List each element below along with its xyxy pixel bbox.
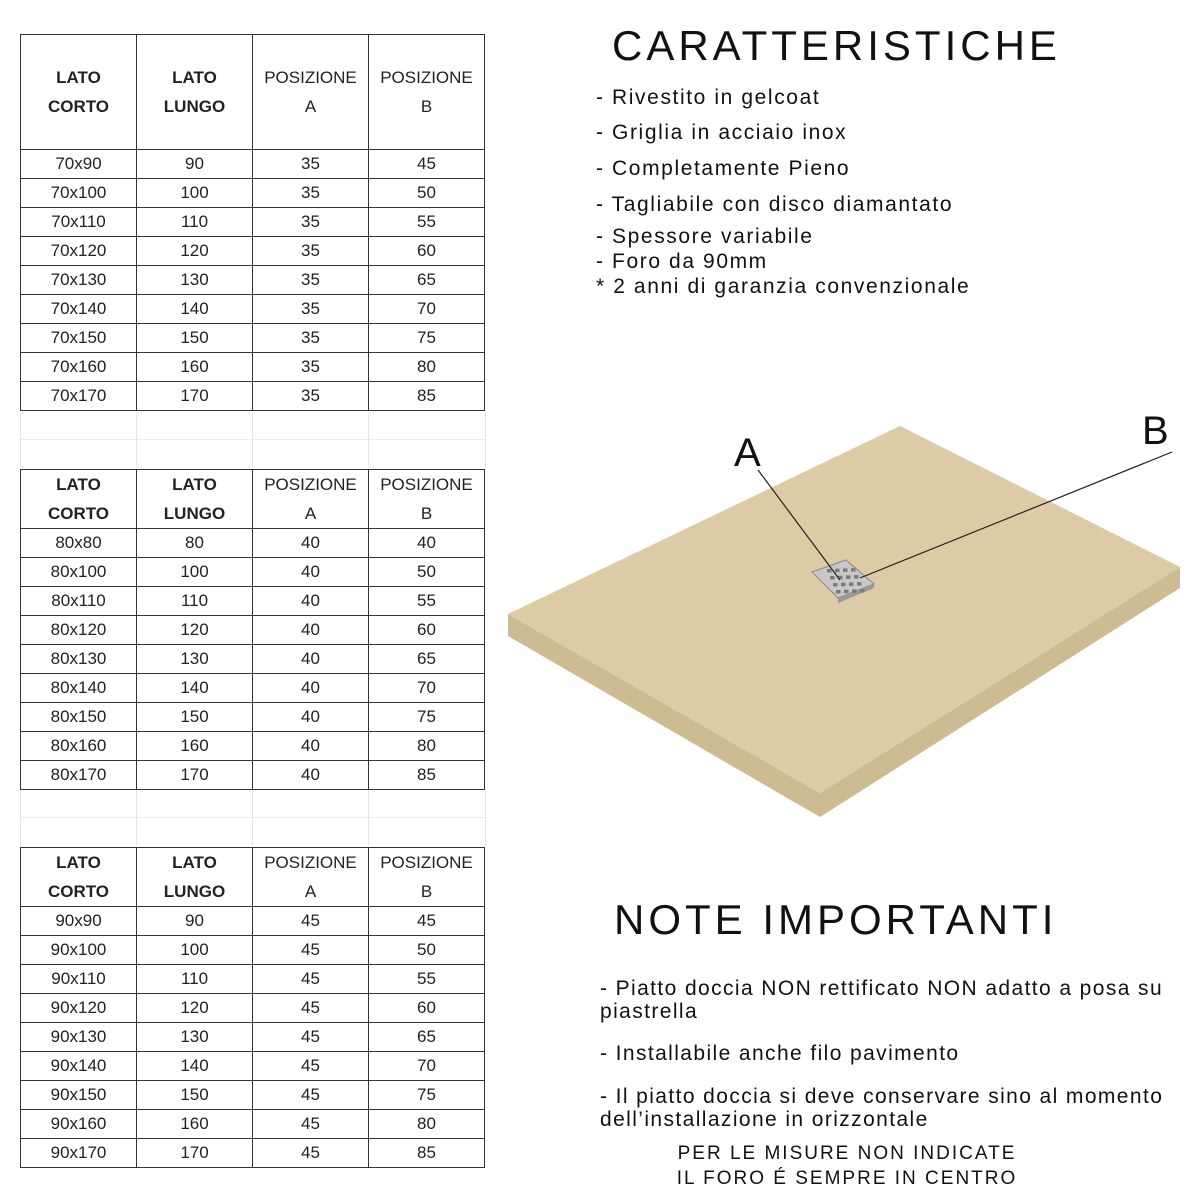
footer-note-line: PER LE MISURE NON INDICATE bbox=[677, 1143, 1017, 1164]
cell-posizione-a: 40 bbox=[253, 558, 369, 587]
grate-hole bbox=[849, 582, 854, 586]
cell-lato-corto: 70x90 bbox=[21, 150, 137, 179]
header-lato-corto: LATO CORTO bbox=[21, 848, 137, 907]
feature-item: - Completamente Pieno bbox=[596, 157, 851, 180]
cell-posizione-b: 80 bbox=[369, 353, 485, 382]
table-row bbox=[21, 1139, 485, 1168]
cell-lato-lungo: 140 bbox=[137, 1052, 253, 1081]
cell-lato-corto: 80x110 bbox=[21, 587, 137, 616]
cell-posizione-a: 35 bbox=[253, 353, 369, 382]
header-posizione-a: POSIZIONE A bbox=[253, 470, 369, 529]
cell-lato-lungo: 90 bbox=[137, 907, 253, 936]
cell-posizione-b: 65 bbox=[369, 266, 485, 295]
cell-posizione-b: 75 bbox=[369, 324, 485, 353]
note-item: - Il piatto doccia si deve conservare sino al momento dell’installazione in orizzontale bbox=[600, 1085, 1164, 1131]
cell-posizione-a: 45 bbox=[253, 994, 369, 1023]
table-header-row bbox=[21, 848, 485, 907]
cell-posizione-a: 40 bbox=[253, 703, 369, 732]
cell-lato-lungo: 100 bbox=[137, 936, 253, 965]
cell-lato-lungo: 170 bbox=[137, 761, 253, 790]
cell-lato-corto: 80x150 bbox=[21, 703, 137, 732]
feature-item: - Foro da 90mm bbox=[596, 250, 768, 273]
cell-lato-lungo: 130 bbox=[137, 266, 253, 295]
grate-hole bbox=[852, 589, 857, 593]
cell-lato-corto: 80x140 bbox=[21, 674, 137, 703]
grate-hole bbox=[851, 568, 856, 572]
cell-posizione-b: 55 bbox=[369, 208, 485, 237]
size-table-80 bbox=[20, 469, 485, 790]
cell-lato-corto: 70x140 bbox=[21, 295, 137, 324]
header-lato-lungo: LATO LUNGO bbox=[137, 470, 253, 529]
table-row bbox=[21, 907, 485, 936]
cell-posizione-b: 50 bbox=[369, 558, 485, 587]
header-posizione-a: POSIZIONE A bbox=[253, 848, 369, 907]
cell-posizione-a: 45 bbox=[253, 965, 369, 994]
cell-posizione-a: 35 bbox=[253, 382, 369, 411]
header-posizione-b: POSIZIONE B bbox=[369, 35, 485, 150]
cell-lato-corto: 80x100 bbox=[21, 558, 137, 587]
cell-lato-lungo: 100 bbox=[137, 558, 253, 587]
cell-posizione-b: 70 bbox=[369, 674, 485, 703]
cell-posizione-a: 45 bbox=[253, 1023, 369, 1052]
feature-item: * 2 anni di garanzia convenzionale bbox=[596, 275, 971, 298]
notes-title: NOTE IMPORTANTI bbox=[614, 896, 1058, 943]
cell-lato-corto: 80x160 bbox=[21, 732, 137, 761]
features-title: CARATTERISTICHE bbox=[612, 22, 1061, 69]
feature-item: - Griglia in acciaio inox bbox=[596, 121, 848, 144]
table-row bbox=[21, 674, 485, 703]
grate-hole bbox=[860, 589, 865, 593]
size-table-70 bbox=[20, 34, 485, 411]
cell-lato-lungo: 140 bbox=[137, 674, 253, 703]
cell-lato-lungo: 150 bbox=[137, 703, 253, 732]
header-lato-corto: LATO CORTO bbox=[21, 470, 137, 529]
cell-lato-corto: 70x110 bbox=[21, 208, 137, 237]
cell-lato-corto: 90x90 bbox=[21, 907, 137, 936]
label-a: A bbox=[734, 431, 761, 475]
table-row bbox=[21, 732, 485, 761]
label-b: B bbox=[1142, 409, 1169, 453]
cell-posizione-b: 85 bbox=[369, 1139, 485, 1168]
table-row bbox=[21, 1023, 485, 1052]
cell-posizione-b: 80 bbox=[369, 732, 485, 761]
cell-posizione-a: 35 bbox=[253, 208, 369, 237]
table-row bbox=[21, 237, 485, 266]
table-row bbox=[21, 645, 485, 674]
header-posizione-b: POSIZIONE B bbox=[369, 848, 485, 907]
cell-posizione-a: 45 bbox=[253, 1052, 369, 1081]
grate-hole bbox=[827, 569, 832, 573]
header-lato-corto: LATO CORTO bbox=[21, 35, 137, 150]
cell-posizione-b: 55 bbox=[369, 965, 485, 994]
note-item: - Piatto doccia NON rettificato NON adatto a posa su piastrella bbox=[600, 977, 1164, 1023]
grate-hole bbox=[836, 590, 841, 594]
feature-item: - Tagliabile con disco diamantato bbox=[596, 193, 954, 216]
cell-lato-corto: 80x120 bbox=[21, 616, 137, 645]
table-row bbox=[21, 1081, 485, 1110]
table-spacer bbox=[20, 790, 486, 846]
cell-posizione-b: 45 bbox=[369, 907, 485, 936]
cell-lato-corto: 90x120 bbox=[21, 994, 137, 1023]
cell-posizione-b: 60 bbox=[369, 616, 485, 645]
cell-posizione-b: 70 bbox=[369, 1052, 485, 1081]
cell-lato-corto: 80x130 bbox=[21, 645, 137, 674]
cell-lato-lungo: 150 bbox=[137, 324, 253, 353]
table-row bbox=[21, 179, 485, 208]
cell-lato-corto: 90x100 bbox=[21, 936, 137, 965]
grate-hole bbox=[854, 575, 859, 579]
table-row bbox=[21, 761, 485, 790]
footer-note-line: IL FORO É SEMPRE IN CENTRO bbox=[676, 1168, 1018, 1189]
grate-hole bbox=[844, 590, 849, 594]
cell-lato-corto: 80x170 bbox=[21, 761, 137, 790]
grate-hole bbox=[835, 569, 840, 573]
grate-hole bbox=[830, 576, 835, 580]
cell-posizione-a: 40 bbox=[253, 645, 369, 674]
cell-lato-lungo: 100 bbox=[137, 179, 253, 208]
cell-lato-corto: 70x170 bbox=[21, 382, 137, 411]
grate-hole bbox=[833, 583, 838, 587]
cell-posizione-a: 45 bbox=[253, 907, 369, 936]
cell-lato-corto: 90x150 bbox=[21, 1081, 137, 1110]
cell-posizione-a: 45 bbox=[253, 1139, 369, 1168]
cell-posizione-a: 45 bbox=[253, 1081, 369, 1110]
cell-lato-lungo: 150 bbox=[137, 1081, 253, 1110]
cell-posizione-b: 50 bbox=[369, 936, 485, 965]
cell-lato-lungo: 170 bbox=[137, 1139, 253, 1168]
table-row bbox=[21, 994, 485, 1023]
cell-lato-lungo: 80 bbox=[137, 529, 253, 558]
cell-lato-corto: 70x130 bbox=[21, 266, 137, 295]
cell-posizione-a: 40 bbox=[253, 674, 369, 703]
cell-lato-corto: 80x80 bbox=[21, 529, 137, 558]
cell-posizione-a: 35 bbox=[253, 237, 369, 266]
cell-lato-lungo: 140 bbox=[137, 295, 253, 324]
cell-posizione-a: 45 bbox=[253, 1110, 369, 1139]
cell-lato-lungo: 90 bbox=[137, 150, 253, 179]
table-row bbox=[21, 295, 485, 324]
cell-posizione-a: 45 bbox=[253, 936, 369, 965]
table-row bbox=[21, 587, 485, 616]
cell-lato-corto: 70x150 bbox=[21, 324, 137, 353]
table-row bbox=[21, 1052, 485, 1081]
table-row bbox=[21, 703, 485, 732]
grate-hole bbox=[843, 568, 848, 572]
cell-posizione-b: 80 bbox=[369, 1110, 485, 1139]
cell-lato-corto: 90x160 bbox=[21, 1110, 137, 1139]
cell-posizione-a: 35 bbox=[253, 295, 369, 324]
cell-posizione-b: 60 bbox=[369, 237, 485, 266]
cell-posizione-a: 35 bbox=[253, 266, 369, 295]
tray-top-face bbox=[508, 426, 1180, 793]
cell-posizione-a: 40 bbox=[253, 529, 369, 558]
table-row bbox=[21, 529, 485, 558]
table-row bbox=[21, 558, 485, 587]
cell-posizione-a: 40 bbox=[253, 616, 369, 645]
note-item: - Installabile anche filo pavimento bbox=[600, 1042, 960, 1065]
table-row bbox=[21, 208, 485, 237]
cell-posizione-a: 40 bbox=[253, 587, 369, 616]
table-row bbox=[21, 965, 485, 994]
table-row bbox=[21, 150, 485, 179]
shower-tray-diagram bbox=[500, 400, 1200, 830]
cell-posizione-a: 35 bbox=[253, 179, 369, 208]
grate-hole bbox=[841, 583, 846, 587]
size-table-90 bbox=[20, 847, 485, 1168]
cell-posizione-b: 70 bbox=[369, 295, 485, 324]
cell-posizione-b: 45 bbox=[369, 150, 485, 179]
feature-item: - Rivestito in gelcoat bbox=[596, 86, 821, 109]
table-header-row bbox=[21, 35, 485, 150]
cell-lato-lungo: 160 bbox=[137, 732, 253, 761]
cell-lato-lungo: 130 bbox=[137, 645, 253, 674]
table-row bbox=[21, 266, 485, 295]
cell-lato-corto: 70x100 bbox=[21, 179, 137, 208]
header-posizione-b: POSIZIONE B bbox=[369, 470, 485, 529]
cell-lato-lungo: 110 bbox=[137, 965, 253, 994]
cell-lato-corto: 90x170 bbox=[21, 1139, 137, 1168]
cell-lato-lungo: 160 bbox=[137, 1110, 253, 1139]
table-row bbox=[21, 382, 485, 411]
cell-posizione-b: 55 bbox=[369, 587, 485, 616]
cell-posizione-a: 40 bbox=[253, 761, 369, 790]
cell-posizione-b: 75 bbox=[369, 703, 485, 732]
cell-posizione-b: 85 bbox=[369, 761, 485, 790]
cell-posizione-b: 75 bbox=[369, 1081, 485, 1110]
table-spacer bbox=[20, 412, 486, 468]
cell-lato-corto: 90x140 bbox=[21, 1052, 137, 1081]
header-posizione-a: POSIZIONE A bbox=[253, 35, 369, 150]
cell-lato-corto: 70x120 bbox=[21, 237, 137, 266]
cell-lato-lungo: 160 bbox=[137, 353, 253, 382]
cell-posizione-a: 35 bbox=[253, 324, 369, 353]
cell-posizione-b: 65 bbox=[369, 645, 485, 674]
cell-posizione-b: 65 bbox=[369, 1023, 485, 1052]
cell-lato-lungo: 110 bbox=[137, 587, 253, 616]
cell-posizione-b: 85 bbox=[369, 382, 485, 411]
footer-note bbox=[600, 1141, 1094, 1191]
cell-lato-lungo: 110 bbox=[137, 208, 253, 237]
table-header-row bbox=[21, 470, 485, 529]
cell-posizione-a: 40 bbox=[253, 732, 369, 761]
cell-lato-lungo: 120 bbox=[137, 237, 253, 266]
grate-hole bbox=[857, 582, 862, 586]
table-row bbox=[21, 1110, 485, 1139]
cell-lato-corto: 90x130 bbox=[21, 1023, 137, 1052]
header-lato-lungo: LATO LUNGO bbox=[137, 35, 253, 150]
cell-posizione-b: 60 bbox=[369, 994, 485, 1023]
table-row bbox=[21, 616, 485, 645]
cell-lato-lungo: 120 bbox=[137, 616, 253, 645]
cell-lato-corto: 70x160 bbox=[21, 353, 137, 382]
cell-lato-corto: 90x110 bbox=[21, 965, 137, 994]
table-row bbox=[21, 936, 485, 965]
feature-item: - Spessore variabile bbox=[596, 225, 814, 248]
table-row bbox=[21, 353, 485, 382]
cell-posizione-a: 35 bbox=[253, 150, 369, 179]
cell-lato-lungo: 120 bbox=[137, 994, 253, 1023]
grate-hole bbox=[846, 575, 851, 579]
cell-lato-lungo: 170 bbox=[137, 382, 253, 411]
header-lato-lungo: LATO LUNGO bbox=[137, 848, 253, 907]
cell-posizione-b: 40 bbox=[369, 529, 485, 558]
cell-lato-lungo: 130 bbox=[137, 1023, 253, 1052]
table-row bbox=[21, 324, 485, 353]
cell-posizione-b: 50 bbox=[369, 179, 485, 208]
